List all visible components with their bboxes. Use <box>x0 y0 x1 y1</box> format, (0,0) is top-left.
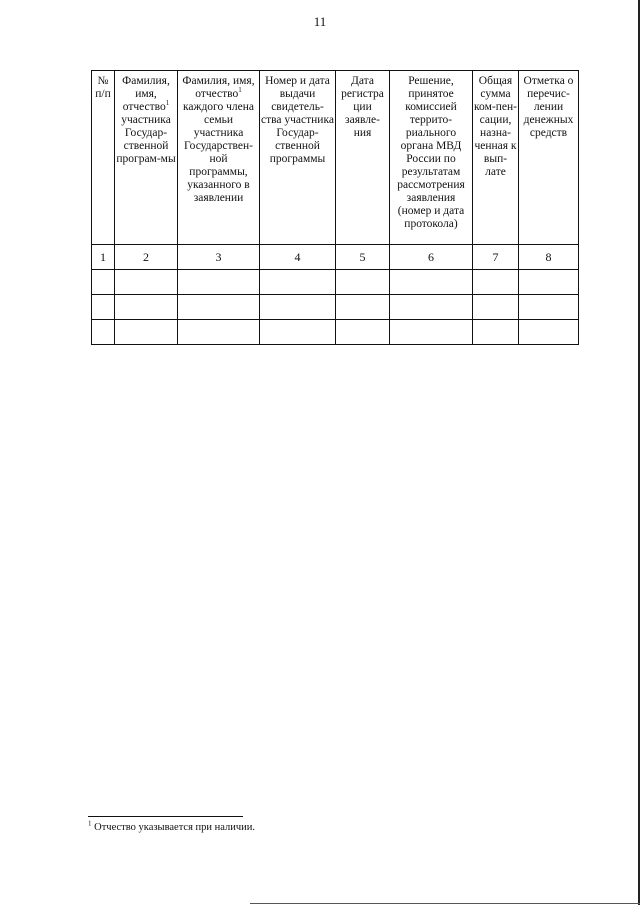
empty-table-row <box>92 320 579 345</box>
header-col-2: Фамилия, имя, отчество$^1$ участника Государ-ственной програм-мы <box>115 71 178 245</box>
footnote-ref: 1 <box>238 86 242 95</box>
empty-cell[interactable] <box>519 295 579 320</box>
scan-edge-bottom <box>250 903 640 904</box>
empty-cell[interactable] <box>178 270 260 295</box>
footnote-divider <box>88 816 243 817</box>
column-number: 8 <box>519 245 579 270</box>
empty-cell[interactable] <box>473 320 519 345</box>
empty-cell[interactable] <box>260 295 336 320</box>
empty-cell[interactable] <box>390 320 473 345</box>
register-table <box>91 70 579 345</box>
empty-table-row <box>92 270 579 295</box>
column-number: 5 <box>336 245 390 270</box>
empty-cell[interactable] <box>336 320 390 345</box>
empty-cell[interactable] <box>336 295 390 320</box>
empty-cell[interactable] <box>519 270 579 295</box>
empty-cell[interactable] <box>178 295 260 320</box>
empty-cell[interactable] <box>178 320 260 345</box>
empty-cell[interactable] <box>92 295 115 320</box>
header-col-7: Общая сумма ком-пен-сации, назна-ченная к вып-лате <box>473 71 519 245</box>
empty-cell[interactable] <box>115 320 178 345</box>
column-number: 3 <box>178 245 260 270</box>
empty-cell[interactable] <box>115 270 178 295</box>
header-col-5: Дата регистра ции заявле-ния <box>336 71 390 245</box>
page-number: 11 <box>313 14 327 29</box>
column-number-row <box>92 245 579 270</box>
footnote-marker: 1 <box>88 819 92 828</box>
column-number: 7 <box>473 245 519 270</box>
empty-cell[interactable] <box>92 270 115 295</box>
column-number: 4 <box>260 245 336 270</box>
column-number: 1 <box>92 245 115 270</box>
column-number: 2 <box>115 245 178 270</box>
empty-table-row <box>92 295 579 320</box>
empty-cell[interactable] <box>336 270 390 295</box>
empty-cell[interactable] <box>260 270 336 295</box>
empty-cell[interactable] <box>390 270 473 295</box>
header-row <box>92 71 579 245</box>
empty-cell[interactable] <box>390 295 473 320</box>
empty-cell[interactable] <box>92 320 115 345</box>
column-number: 6 <box>390 245 473 270</box>
header-col-6: Решение, принятое комиссией террито-риального органа МВД России по результатам рассмотрения заявления (номер и дата протокола) <box>390 71 473 245</box>
empty-cell[interactable] <box>473 270 519 295</box>
footnote-text: Отчество указывается при наличии. <box>91 822 256 833</box>
header-col-8: Отметка о перечис-лении денежных средств <box>519 71 579 245</box>
footnote-ref: 1 <box>165 99 170 108</box>
empty-cell[interactable] <box>115 295 178 320</box>
footnote <box>88 819 256 833</box>
empty-cell[interactable] <box>260 320 336 345</box>
header-col-1: № п/п <box>92 71 115 245</box>
empty-cell[interactable] <box>473 295 519 320</box>
header-col-4: Номер и дата выдачи свидетель-ства участника Государ-ственной программы <box>260 71 336 245</box>
header-col-3: Фамилия, имя, отчество$^1$ каждого члена семьи участника Государствен-ной программы, указанного в заявлении <box>178 71 260 245</box>
empty-cell[interactable] <box>519 320 579 345</box>
